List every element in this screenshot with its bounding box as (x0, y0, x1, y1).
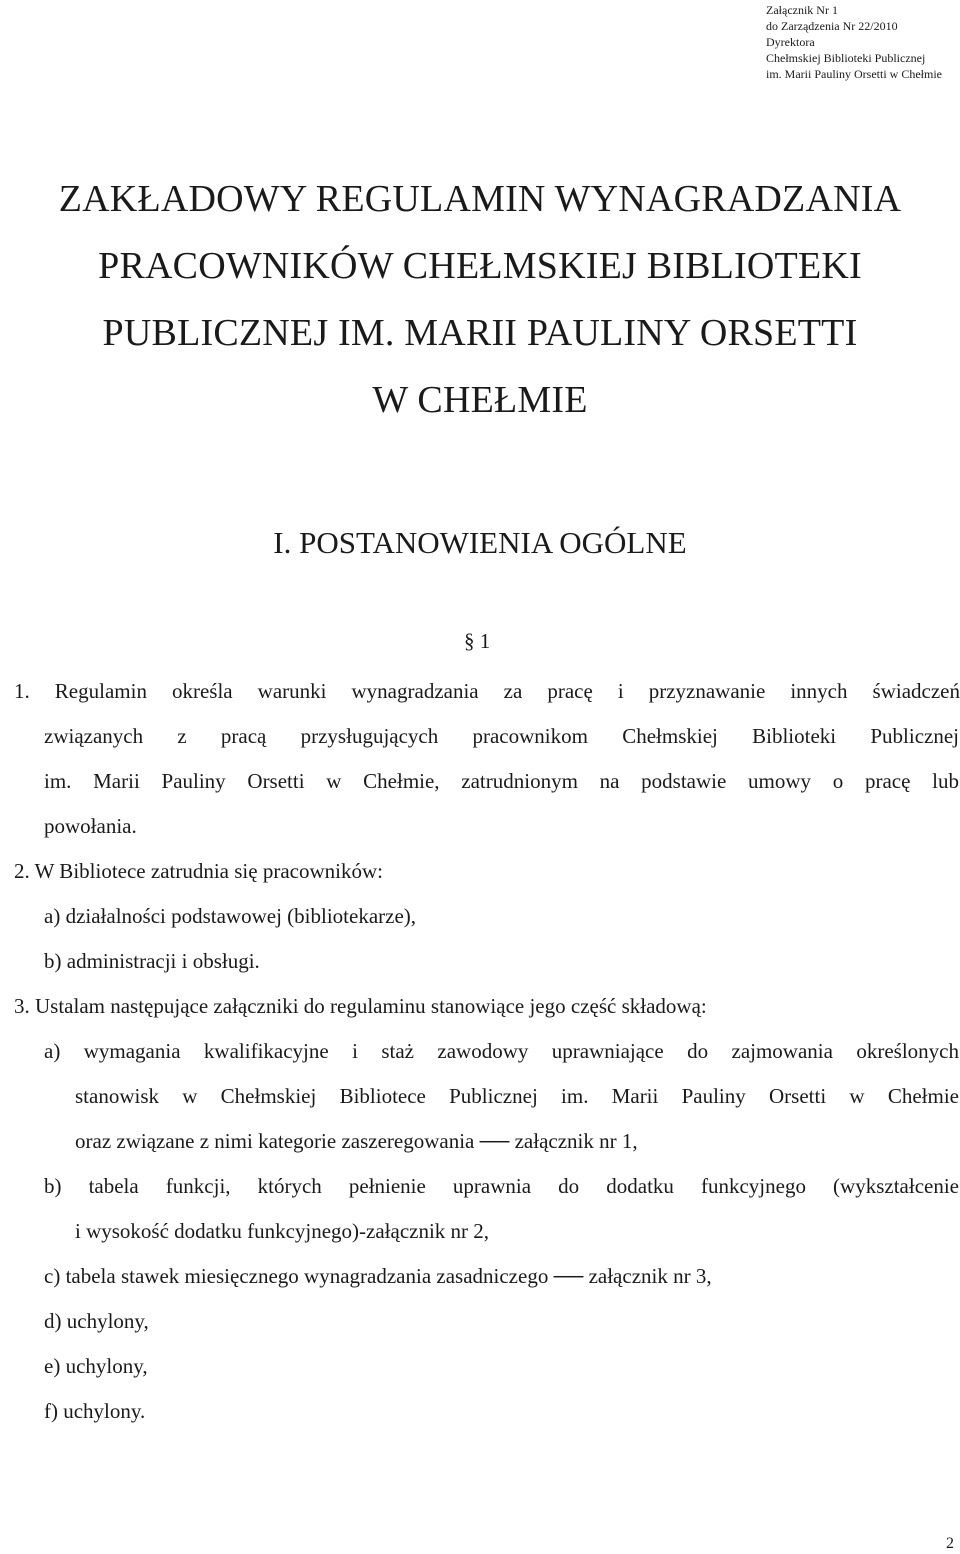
annex-line: Dyrektora (766, 35, 815, 49)
title-line: PUBLICZNEJ IM. MARII PAULINY ORSETTI (102, 312, 858, 354)
document-title (0, 166, 960, 434)
annex-line: Załącznik Nr 1 (766, 3, 838, 17)
body-line: b) tabela funkcji, których pełnienie uprawnia do dodatku funkcyjnego (wykształcenie (44, 1174, 959, 1198)
title-line: ZAKŁADOWY REGULAMIN WYNAGRADZANIA (58, 178, 902, 220)
body-line: a) wymagania kwalifikacyjne i staż zawodowy uprawniające do zajmowania określonych (44, 1039, 959, 1063)
body-line: im. Marii Pauliny Orsetti w Chełmie, zatrudnionym na podstawie umowy o pracę lub (44, 769, 959, 793)
annex-line: Chełmskiej Biblioteki Publicznej (766, 51, 926, 65)
annex-line: do Zarządzenia Nr 22/2010 (766, 19, 898, 33)
body-line: stanowisk w Chełmskiej Bibliotece Publicznej im. Marii Pauliny Orsetti w Chełmie (75, 1084, 959, 1108)
body-line: e) uchylony, (44, 1354, 148, 1378)
body-line: powołania. (44, 814, 137, 838)
body-line: d) uchylony, (44, 1309, 149, 1333)
body-line: b) administracji i obsługi. (44, 949, 260, 973)
body-line: związanych z pracą przysługujących pracownikom Chełmskiej Biblioteki Publicznej (44, 724, 959, 748)
body-line: f) uchylony. (44, 1399, 146, 1423)
annex-note (766, 2, 942, 82)
body-line: i wysokość dodatku funkcyjnego)-załącznik nr 2, (75, 1219, 490, 1243)
page-number: 2 (946, 1535, 954, 1552)
title-line: W CHEŁMIE (372, 379, 588, 421)
paragraph-mark: § 1 (464, 629, 491, 653)
title-line: PRACOWNIKÓW CHEŁMSKIEJ BIBLIOTEKI (98, 245, 862, 287)
section-heading: I. POSTANOWIENIA OGÓLNE (273, 525, 687, 560)
body-line: 1. Regulamin określa warunki wynagradzania za pracę i przyznawanie innych świadczeń (14, 679, 960, 703)
annex-line: im. Marii Pauliny Orsetti w Chełmie (766, 67, 942, 81)
body-line: oraz związane z nimi kategorie zaszeregowania ── załącznik nr 1, (75, 1129, 638, 1153)
body-line: c) tabela stawek miesięcznego wynagradzania zasadniczego ── załącznik nr 3, (44, 1264, 712, 1288)
body-line: 3. Ustalam następujące załączniki do regulaminu stanowiące jego część składową: (14, 994, 707, 1018)
body-line: a) działalności podstawowej (bibliotekarze), (44, 904, 417, 928)
body-line: 2. W Bibliotece zatrudnia się pracowników: (14, 859, 383, 883)
